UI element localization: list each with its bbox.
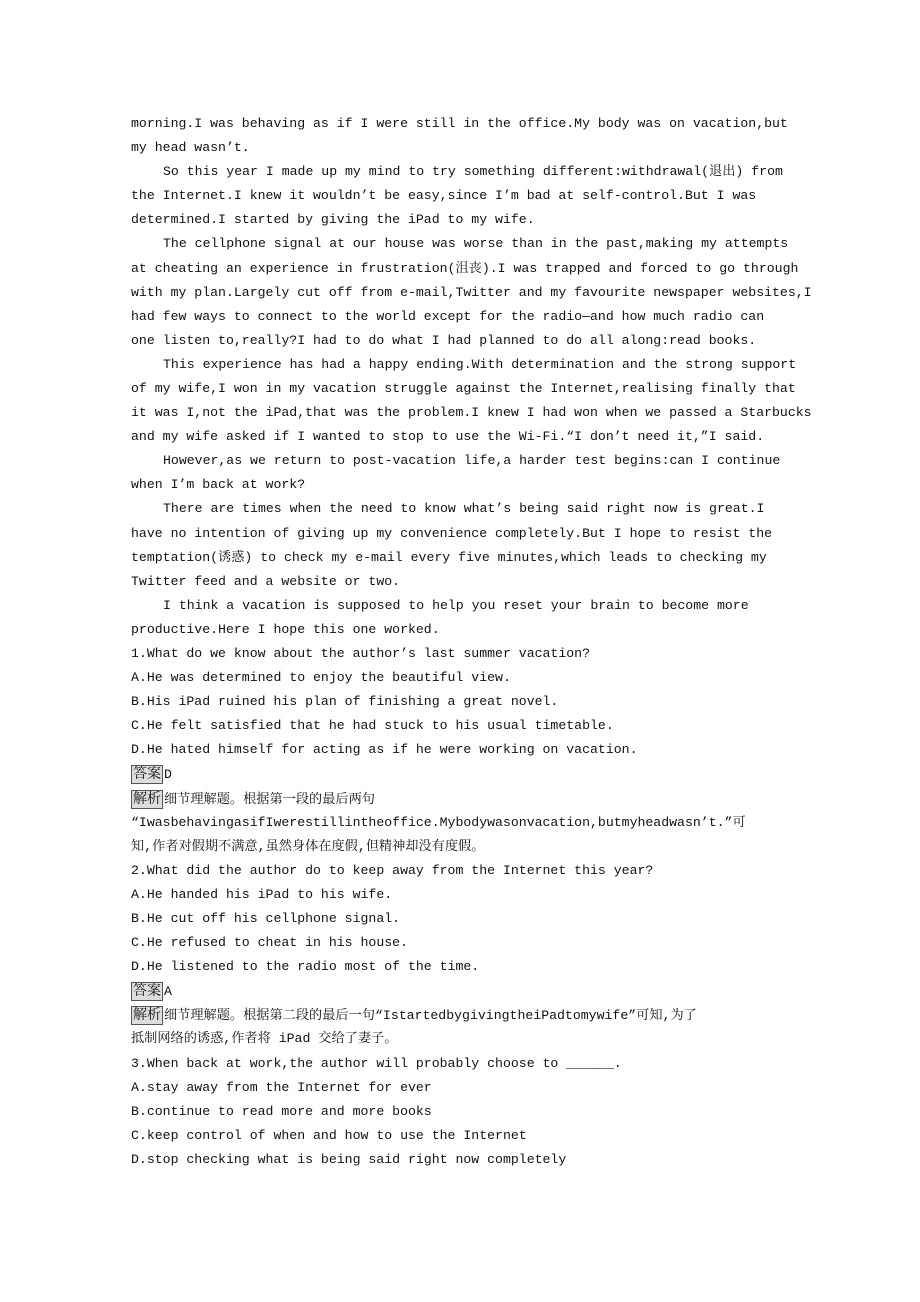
line-text: 细节理解题。根据第二段的最后一句“IstartedbygivingtheiPadtomywife”可知,为了: [164, 1008, 697, 1024]
line-text: temptation(诱惑) to check my e-mail every five minutes,which leads to checking my: [131, 549, 767, 565]
text-line: [131, 139, 250, 157]
line-text: A.He handed his iPad to his wife.: [131, 886, 393, 902]
text-line: [131, 187, 756, 205]
text-line: [131, 862, 653, 880]
answer-line: [131, 765, 172, 783]
text-line: [131, 284, 812, 302]
text-line: [131, 741, 637, 759]
text-line: [131, 1127, 527, 1145]
line-text: A.stay away from the Internet for ever: [131, 1079, 432, 1095]
line-text: The cellphone signal at our house was worse than in the past,making my attempts: [163, 236, 789, 252]
line-text: Twitter feed and a website or two.: [131, 573, 401, 589]
line-text: “IwasbehavingasifIwerestillintheoffice.Mybodywasonvacation,butmyheadwasn’t.”可: [131, 814, 746, 830]
text-line: [131, 115, 788, 133]
line-text: C.keep control of when and how to use the Internet: [131, 1127, 527, 1143]
text-line: [131, 476, 305, 494]
line-text: However,as we return to post-vacation life,a harder test begins:can I continue: [163, 453, 781, 469]
text-line: [163, 235, 788, 253]
text-line: [131, 838, 484, 856]
line-text: D: [164, 767, 172, 783]
line-text: determined.I started by giving the iPad to my wife.: [131, 212, 535, 228]
line-text: A.He was determined to enjoy the beautiful view.: [131, 670, 511, 686]
line-text: it was I,not the iPad,that was the problem.I knew I had won when we passed a Starbucks: [131, 405, 812, 421]
line-text: had few ways to connect to the world except for the radio—and how much radio can: [131, 308, 765, 324]
line-text: 2.What did the author do to keep away from the Internet this year?: [131, 862, 654, 878]
text-line: [131, 645, 590, 663]
text-line: [131, 669, 511, 687]
text-line: [131, 573, 400, 591]
line-text: 知,作者对假期不满意,虽然身体在度假,但精神却没有度假。: [131, 838, 485, 854]
analysis-label: 解析: [133, 1007, 161, 1024]
line-text: D.stop checking what is being said right now completely: [131, 1151, 567, 1167]
text-line: [131, 308, 764, 326]
text-line: [131, 549, 767, 567]
text-line: [163, 500, 764, 518]
text-line: [163, 452, 780, 470]
text-line: [131, 260, 798, 278]
text-line: [131, 958, 479, 976]
answer-label: 答案: [133, 983, 161, 1000]
line-text: There are times when the need to know what’s being said right now is great.I: [163, 501, 765, 517]
text-line: [131, 380, 796, 398]
line-text: at cheating an experience in frustration(沮丧).I was trapped and forced to go through: [131, 260, 799, 276]
line-text: So this year I made up my mind to try something different:withdrawal(退出) from: [163, 164, 783, 180]
text-line: [131, 332, 756, 350]
line-text: my head wasn’t.: [131, 140, 250, 156]
line-text: when I’m back at work?: [131, 477, 306, 493]
text-line: [163, 356, 796, 374]
line-text: one listen to,really?I had to do what I had planned to do all along:read books.: [131, 332, 757, 348]
text-line: [131, 717, 614, 735]
line-text: C.He felt satisfied that he had stuck to his usual timetable.: [131, 718, 614, 734]
line-text: of my wife,I won in my vacation struggle against the Internet,realising finally that: [131, 380, 796, 396]
text-line: [131, 1151, 566, 1169]
line-text: 细节理解题。根据第一段的最后两句: [164, 791, 375, 807]
text-line: [131, 428, 764, 446]
line-text: 1.What do we know about the author’s last summer vacation?: [131, 645, 590, 661]
line-text: D.He hated himself for acting as if he were working on vacation.: [131, 742, 638, 758]
line-text: This experience has had a happy ending.With determination and the strong support: [163, 356, 797, 372]
line-text: and my wife asked if I wanted to stop to use the Wi-Fi.“I don’t need it,”I said.: [131, 429, 765, 445]
text-line: [163, 597, 749, 615]
text-line: [163, 163, 783, 181]
text-line: [131, 211, 535, 229]
text-line: [131, 404, 812, 422]
line-text: morning.I was behaving as if I were still in the office.My body was on vacation,but: [131, 116, 788, 131]
line-text: the Internet.I knew it wouldn’t be easy,since I’m bad at self-control.But I was: [131, 188, 757, 204]
line-text: B.His iPad ruined his plan of finishing a great novel.: [131, 694, 559, 710]
text-line: [131, 1079, 432, 1097]
text-line: [131, 934, 408, 952]
line-text: A: [164, 984, 172, 1000]
analysis-label: 解析: [133, 790, 161, 807]
text-line: [131, 621, 440, 639]
analysis-line: [131, 1006, 697, 1024]
text-line: [131, 525, 772, 543]
line-text: D.He listened to the radio most of the time.: [131, 959, 480, 975]
line-text: I think a vacation is supposed to help you reset your brain to become more: [163, 597, 749, 613]
text-line: [131, 814, 746, 832]
text-line: [131, 910, 400, 928]
answer-line: [131, 982, 172, 1000]
line-text: have no intention of giving up my convenience completely.But I hope to resist the: [131, 525, 773, 541]
answer-label: 答案: [133, 766, 161, 783]
text-line: [131, 1055, 622, 1073]
text-line: [131, 1030, 397, 1048]
line-text: 抵制网络的诱惑,作者将 iPad 交给了妻子。: [131, 1031, 398, 1047]
line-text: with my plan.Largely cut off from e-mail,Twitter and my favourite newspaper websites,I: [131, 284, 812, 300]
line-text: B.He cut off his cellphone signal.: [131, 910, 401, 926]
line-text: B.continue to read more and more books: [131, 1103, 432, 1119]
line-text: productive.Here I hope this one worked.: [131, 621, 440, 637]
text-line: [131, 886, 392, 904]
line-text: 3.When back at work,the author will probably choose to ______.: [131, 1055, 622, 1071]
text-line: [131, 1103, 432, 1121]
line-text: C.He refused to cheat in his house.: [131, 935, 408, 951]
text-line: [131, 693, 558, 711]
analysis-line: [131, 790, 375, 808]
